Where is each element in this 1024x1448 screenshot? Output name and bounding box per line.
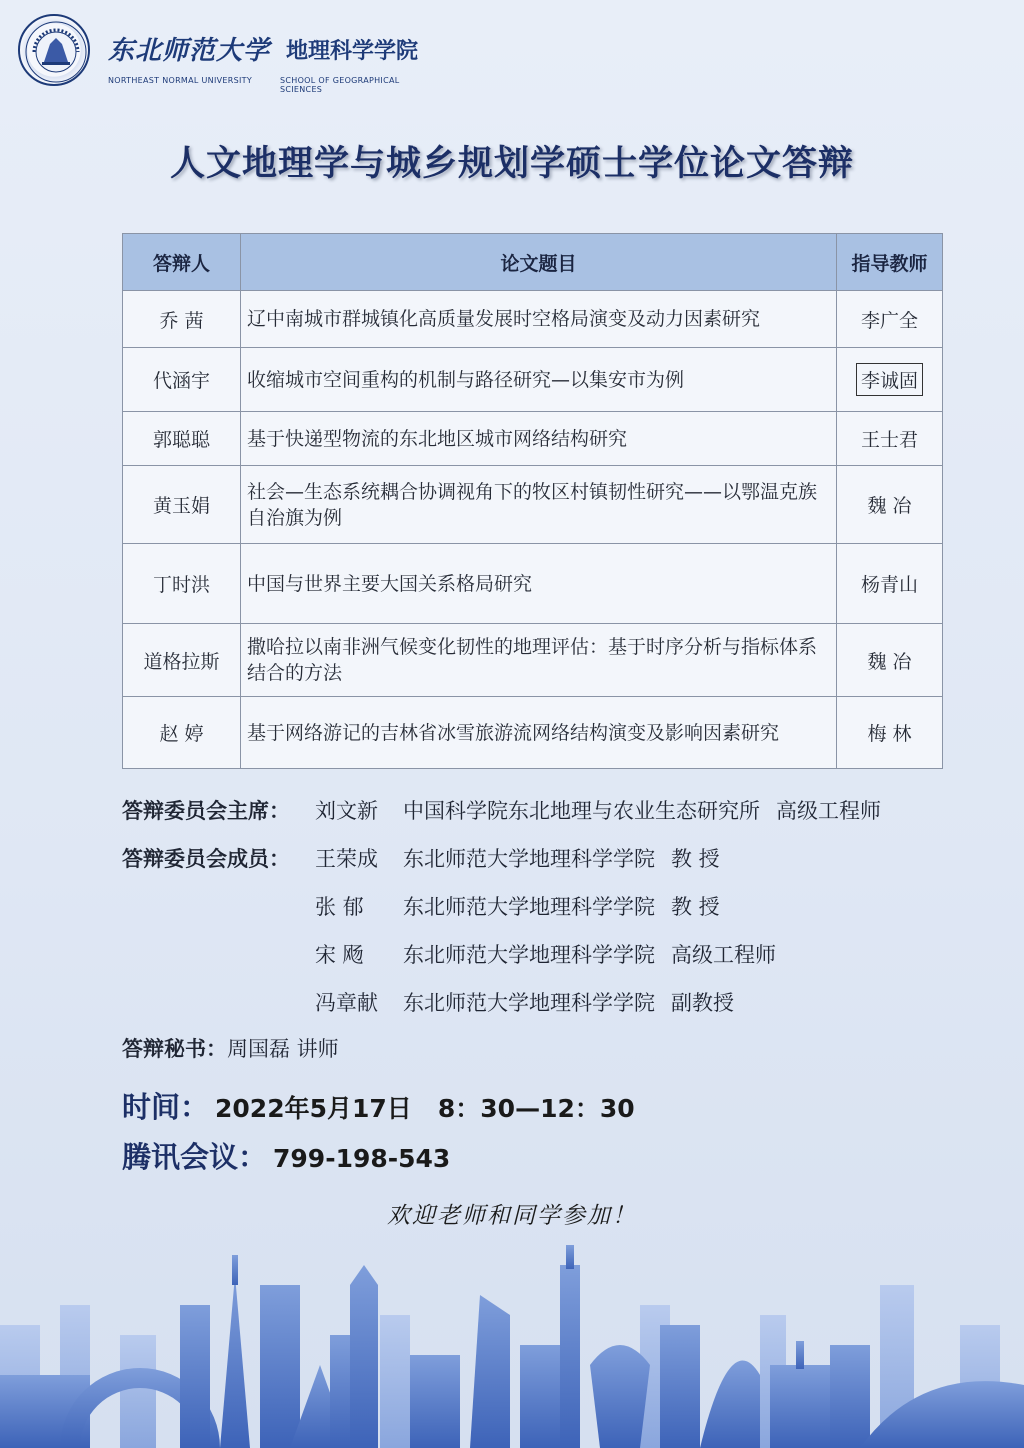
thesis-topic: 收缩城市空间重构的机制与路径研究—以集安市为例 xyxy=(241,348,837,412)
table-row xyxy=(123,697,943,769)
advisor-name: 王士君 xyxy=(837,412,943,466)
meeting-label: 腾讯会议： xyxy=(122,1140,268,1174)
table-header-row xyxy=(123,234,943,291)
chair-label: 答辩委员会主席： xyxy=(122,799,290,823)
header xyxy=(18,14,438,94)
member-institution: 东北师范大学地理科学学院 xyxy=(403,895,655,919)
header-topic: 论文题目 xyxy=(241,234,837,291)
secretary-label: 答辩秘书： xyxy=(122,1037,227,1061)
header-advisor: 指导教师 xyxy=(837,234,943,291)
advisor-name: 杨青山 xyxy=(837,544,943,624)
member-name: 张 郁 xyxy=(315,895,364,919)
university-name-cn: 东北师范大学 xyxy=(108,36,271,66)
thesis-topic: 辽中南城市群城镇化高质量发展时空格局演变及动力因素研究 xyxy=(241,291,837,348)
city-skyline-illustration xyxy=(0,1245,1024,1448)
table-row xyxy=(123,624,943,697)
student-name: 乔 茜 xyxy=(123,291,241,348)
time-line xyxy=(122,1085,635,1126)
chair-name: 刘文新 xyxy=(315,799,378,823)
page-title: 人文地理学与城乡规划学硕士学位论文答辩 xyxy=(169,144,854,184)
thesis-topic: 社会—生态系统耦合协调视角下的牧区村镇韧性研究——以鄂温克族自治旗为例 xyxy=(241,466,837,544)
committee-member-row xyxy=(122,987,734,1017)
student-name: 道格拉斯 xyxy=(123,624,241,697)
secretary-name: 周国磊 讲师 xyxy=(227,1037,339,1061)
table-row xyxy=(123,291,943,348)
secretary-row xyxy=(122,1033,339,1063)
meeting-id: 799-198-543 xyxy=(273,1144,451,1173)
committee-chair-row xyxy=(122,795,881,825)
advisor-name: 魏 冶 xyxy=(837,624,943,697)
student-name: 郭聪聪 xyxy=(123,412,241,466)
member-title: 教 授 xyxy=(671,895,720,919)
meeting-line xyxy=(122,1135,450,1176)
committee-member-row xyxy=(122,891,720,921)
committee-member-row xyxy=(122,843,720,873)
member-title: 副教授 xyxy=(671,991,734,1015)
thesis-topic: 撒哈拉以南非洲气候变化韧性的地理评估：基于时序分析与指标体系结合的方法 xyxy=(241,624,837,697)
advisor-name: 魏 冶 xyxy=(837,466,943,544)
chair-title: 高级工程师 xyxy=(776,799,881,823)
member-title: 高级工程师 xyxy=(671,943,776,967)
thesis-topic: 基于快递型物流的东北地区城市网络结构研究 xyxy=(241,412,837,466)
student-name: 黄玉娟 xyxy=(123,466,241,544)
chair-institution: 中国科学院东北地理与农业生态研究所 xyxy=(403,799,760,823)
time-value: 2022年5月17日 8：30—12：30 xyxy=(215,1094,635,1123)
advisor-name: 李诚固 xyxy=(856,363,923,396)
school-name-cn: 地理科学学院 xyxy=(286,39,419,64)
welcome-text: 欢迎老师和同学参加！ xyxy=(387,1203,637,1229)
student-name: 赵 婷 xyxy=(123,697,241,769)
committee-member-row xyxy=(122,939,776,969)
student-name: 代涵宇 xyxy=(123,348,241,412)
header-name: 答辩人 xyxy=(123,234,241,291)
thesis-topic: 基于网络游记的吉林省冰雪旅游流网络结构演变及影响因素研究 xyxy=(241,697,837,769)
members-label: 答辩委员会成员： xyxy=(122,847,290,871)
table-row xyxy=(123,544,943,624)
time-label: 时间： xyxy=(122,1090,210,1124)
member-title: 教 授 xyxy=(671,847,720,871)
advisor-name: 梅 林 xyxy=(837,697,943,769)
member-name: 宋 飏 xyxy=(315,943,364,967)
member-name: 王荣成 xyxy=(315,847,378,871)
member-institution: 东北师范大学地理科学学院 xyxy=(403,847,655,871)
member-institution: 东北师范大学地理科学学院 xyxy=(403,943,655,967)
university-name-en: NORTHEAST NORMAL UNIVERSITY xyxy=(108,76,253,85)
table-row xyxy=(123,466,943,544)
advisor-name: 李广全 xyxy=(837,291,943,348)
member-name: 冯章献 xyxy=(315,991,378,1015)
student-name: 丁时洪 xyxy=(123,544,241,624)
thesis-topic: 中国与世界主要大国关系格局研究 xyxy=(241,544,837,624)
member-institution: 东北师范大学地理科学学院 xyxy=(403,991,655,1015)
table-row xyxy=(123,412,943,466)
defense-table xyxy=(122,233,943,769)
university-seal-icon xyxy=(18,14,90,86)
table-row xyxy=(123,348,943,412)
advisor-cell xyxy=(837,348,943,412)
school-name-en: SCHOOL OF GEOGRAPHICAL SCIENCES xyxy=(280,76,400,94)
